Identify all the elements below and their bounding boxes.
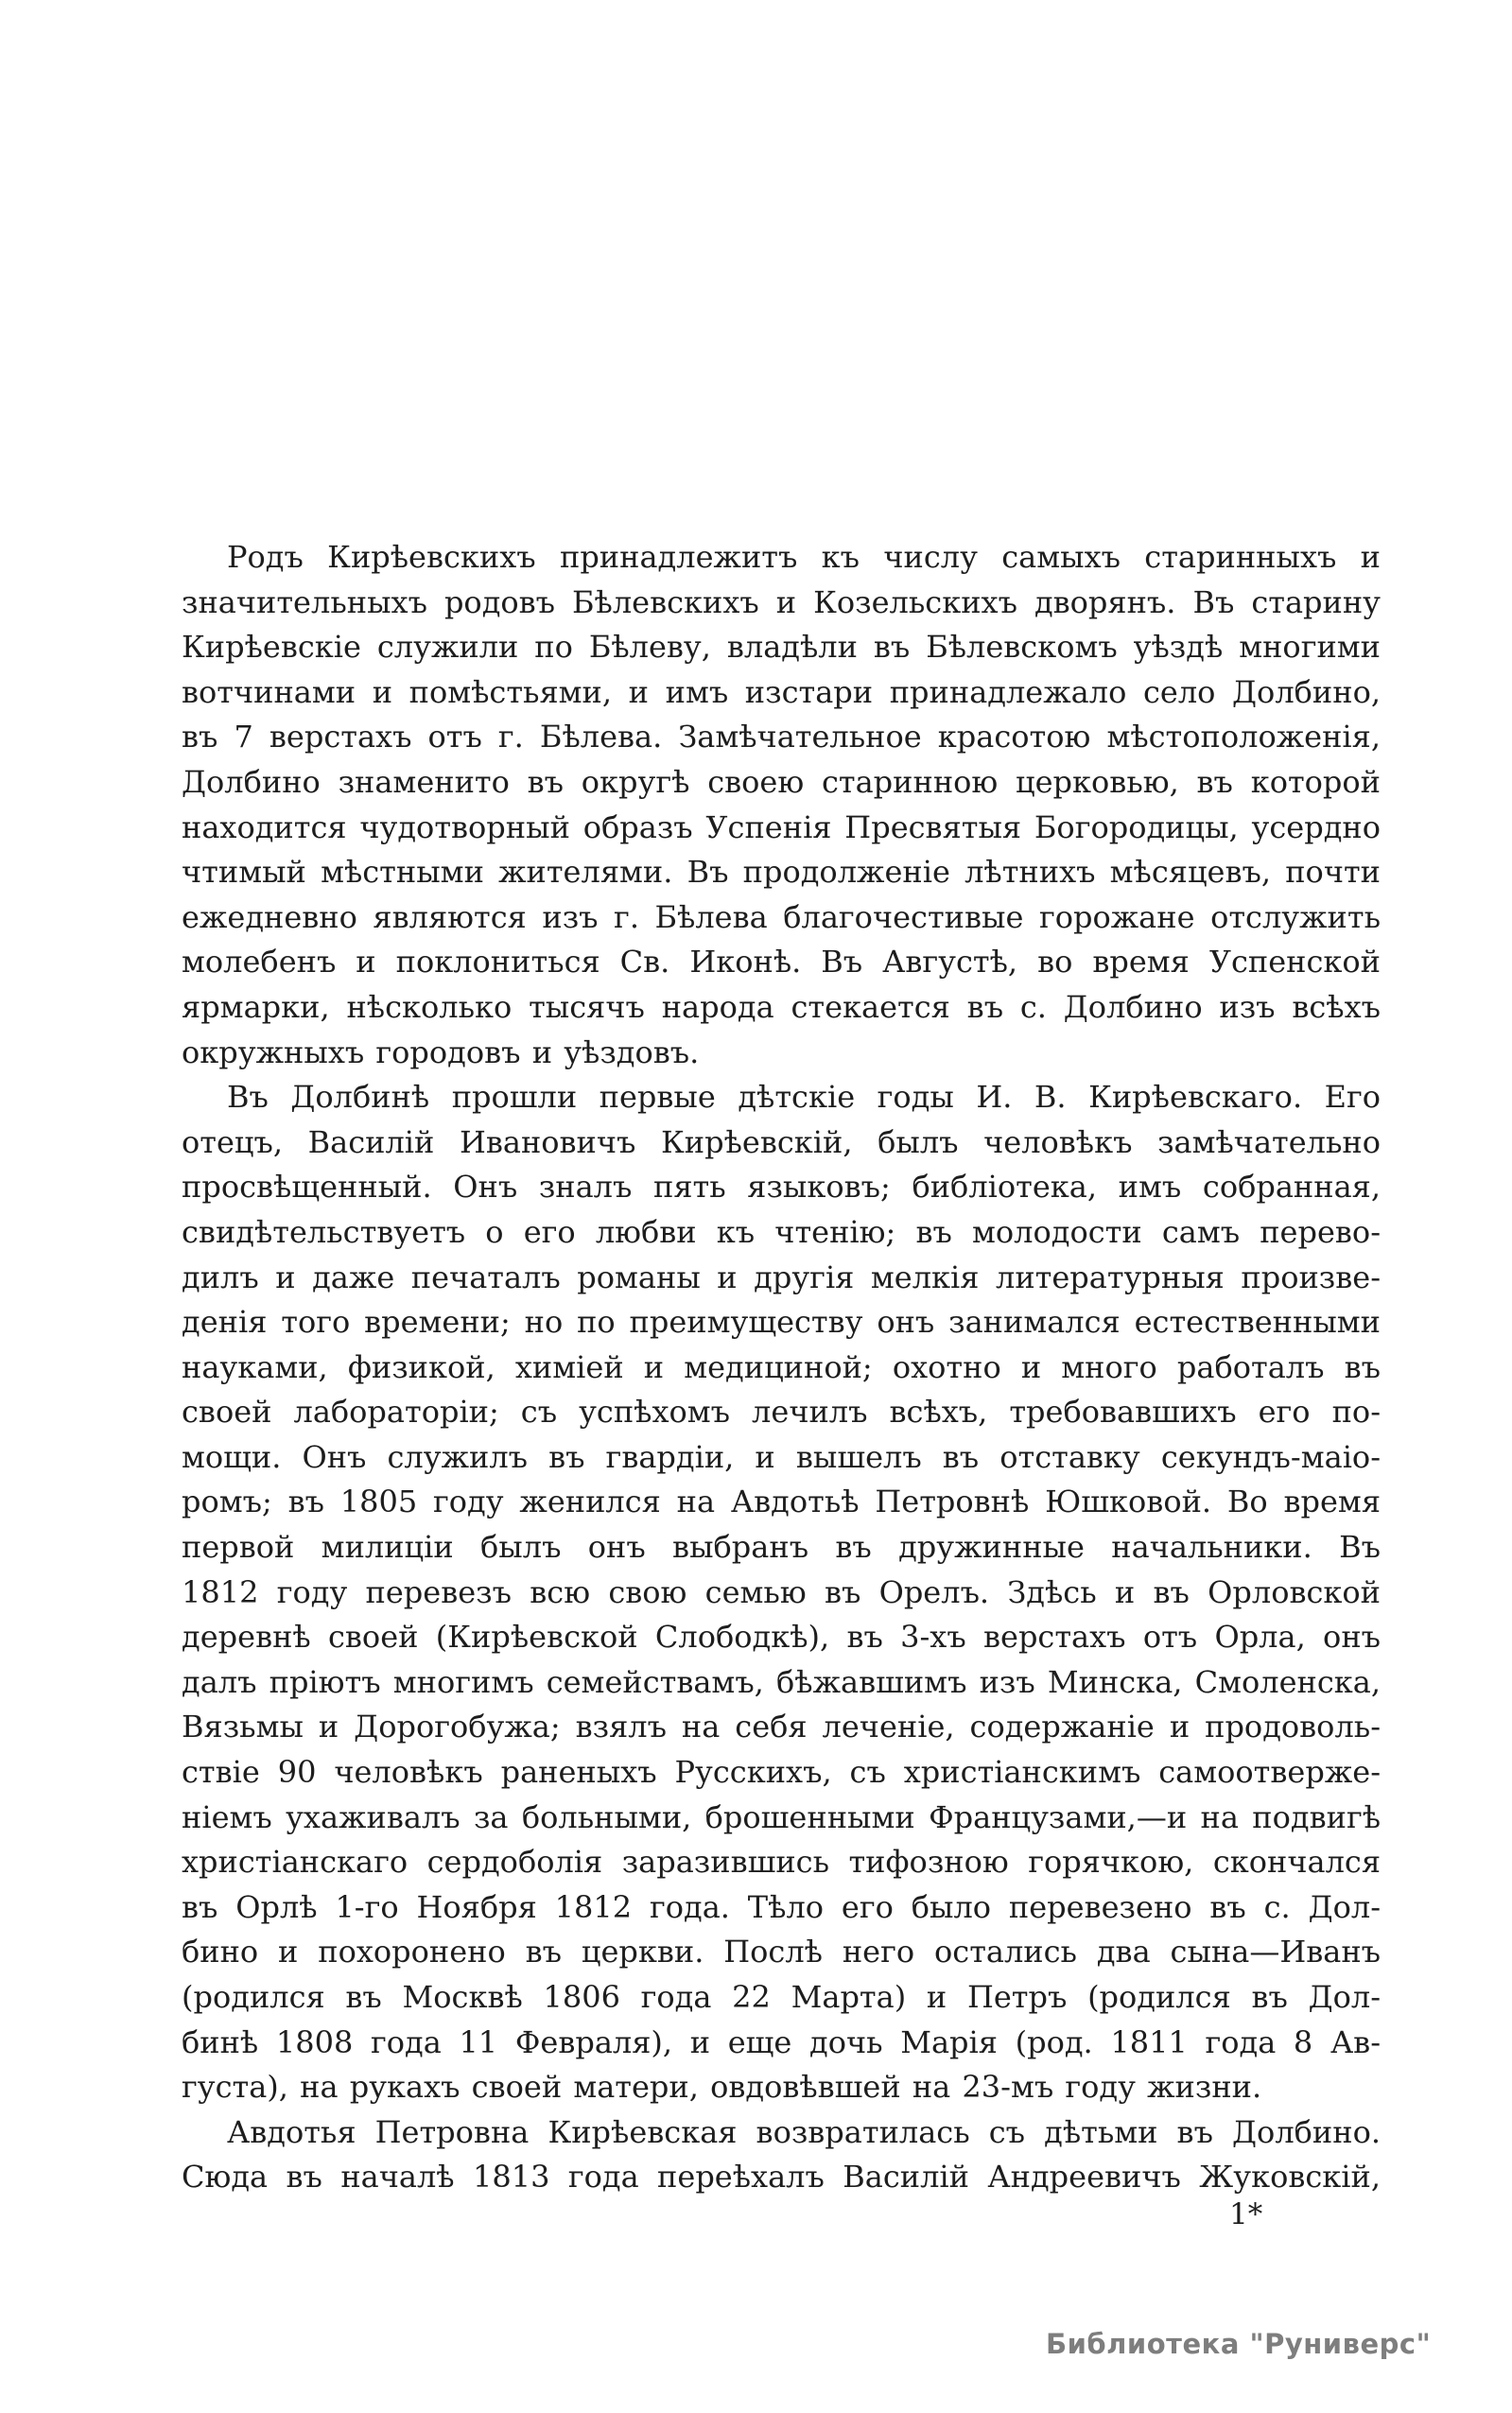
text-line: дилъ и даже печаталъ романы и другія мелкія литературныя произве- (182, 1259, 1381, 1295)
text-line: деревнѣ своей (Кирѣевской Слободкѣ), въ 3-хъ верстахъ отъ Орла, онъ (182, 1619, 1381, 1656)
text-line: своей лабораторіи; съ успѣхомъ лечилъ всѣхъ, требовавшихъ его по- (182, 1394, 1381, 1431)
text-line: ежедневно являются изъ г. Бѣлева благочестивые горожане отслужить (182, 898, 1381, 935)
text-line: науками, физикой, химіей и медициной; охотно и много работалъ въ (182, 1348, 1381, 1385)
text-line: чтимый мѣстными жителями. Въ продолженіе лѣтнихъ мѣсяцевъ, почти (182, 854, 1381, 891)
text-line: далъ пріютъ многимъ семействамъ, бѣжавшимъ изъ Минска, Смоленска, (182, 1663, 1381, 1700)
text-line: густа), на рукахъ своей матери, овдовѣвшей на 23-мъ году жизни. (182, 2069, 1262, 2106)
text-line: Кирѣевскіе служили по Бѣлеву, владѣли въ Бѣлевскомъ уѣздѣ многими (182, 629, 1381, 666)
text-line: въ 7 верстахъ отъ г. Бѣлева. Замѣчательное красотою мѣстоположенія, (182, 719, 1381, 755)
page-text-block (182, 535, 1381, 2200)
text-line: въ Орлѣ 1-го Ноября 1812 года. Тѣло его было перевезено въ с. Дол- (182, 1888, 1381, 1925)
text-line: ромъ; въ 1805 году женился на Авдотьѣ Петровнѣ Юшковой. Во время (182, 1484, 1381, 1520)
text-line: мощи. Онъ служилъ въ гвардіи, и вышелъ въ отставку секундъ-маіо- (182, 1438, 1381, 1475)
paragraph (182, 1075, 1381, 2110)
text-line: отецъ, Василій Ивановичъ Кирѣевскій, былъ человѣкъ замѣчательно (182, 1123, 1381, 1160)
library-watermark: Библиотека "Руниверс" (1046, 2328, 1432, 2360)
text-line: вотчинами и помѣстьями, и имъ изстари принадлежало село Долбино, (182, 673, 1381, 710)
text-line: Долбино знаменито въ округѣ своею старинною церковью, въ которой (182, 763, 1381, 800)
text-line: Авдотья Петровна Кирѣевская возвратилась съ дѣтьми въ Долбино. (227, 2113, 1381, 2150)
text-line: окружныхъ городовъ и уѣздовъ. (182, 1033, 700, 1070)
text-line: значительныхъ родовъ Бѣлевскихъ и Козельскихъ дворянъ. Въ старину (182, 583, 1381, 620)
text-line: первой милиціи былъ онъ выбранъ въ дружинные начальники. Въ (182, 1529, 1381, 1566)
paragraph (182, 2110, 1381, 2200)
text-line: бинѣ 1808 года 11 Февраля), и еще дочь Марія (род. 1811 года 8 Ав- (182, 2023, 1381, 2060)
paragraph (182, 535, 1381, 1075)
text-line: христіанскаго сердоболія заразившись тифозною горячкою, скончался (182, 1844, 1381, 1881)
text-line: просвѣщенный. Онъ зналъ пять языковъ; библіотека, имъ собранная, (182, 1169, 1381, 1206)
text-line: Вязьмы и Дорогобужа; взялъ на себя леченіе, содержаніе и продоволь- (182, 1709, 1381, 1745)
text-line: ніемъ ухаживалъ за больными, брошенными Французами,—и на подвигѣ (182, 1798, 1381, 1835)
printers-signature-mark: 1* (1229, 2197, 1263, 2231)
text-line: (родился въ Москвѣ 1806 года 22 Марта) и Петръ (родился въ Дол- (182, 1979, 1381, 2015)
text-line: свидѣтельствуетъ о его любви къ чтенію; въ молодости самъ перево- (182, 1213, 1381, 1250)
text-line: ствіе 90 человѣкъ раненыхъ Русскихъ, съ христіанскимъ самоотверже- (182, 1754, 1381, 1791)
text-line: ярмарки, нѣсколько тысячъ народа стекается въ с. Долбино изъ всѣхъ (182, 988, 1381, 1025)
text-line: Родъ Кирѣевскихъ принадлежитъ къ числу самыхъ старинныхъ и (227, 539, 1381, 575)
text-line: бино и похоронено въ церкви. Послѣ него остались два сына—Иванъ (182, 1934, 1381, 1970)
text-line: денія того времени; но по преимуществу онъ занимался естественными (182, 1304, 1381, 1341)
text-line: молебенъ и поклониться Св. Иконѣ. Въ Августѣ, во время Успенской (182, 944, 1381, 981)
text-line: находится чудотворный образъ Успенія Пресвятыя Богородицы, усердно (182, 808, 1381, 845)
text-line: 1812 году перевезъ всю свою семью въ Орелъ. Здѣсь и въ Орловской (182, 1573, 1381, 1610)
text-line: Въ Долбинѣ прошли первые дѣтскіе годы И. В. Кирѣевскаго. Его (227, 1079, 1381, 1116)
text-line: Сюда въ началѣ 1813 года переѣхалъ Василій Андреевичъ Жуковскій, (182, 2159, 1381, 2196)
